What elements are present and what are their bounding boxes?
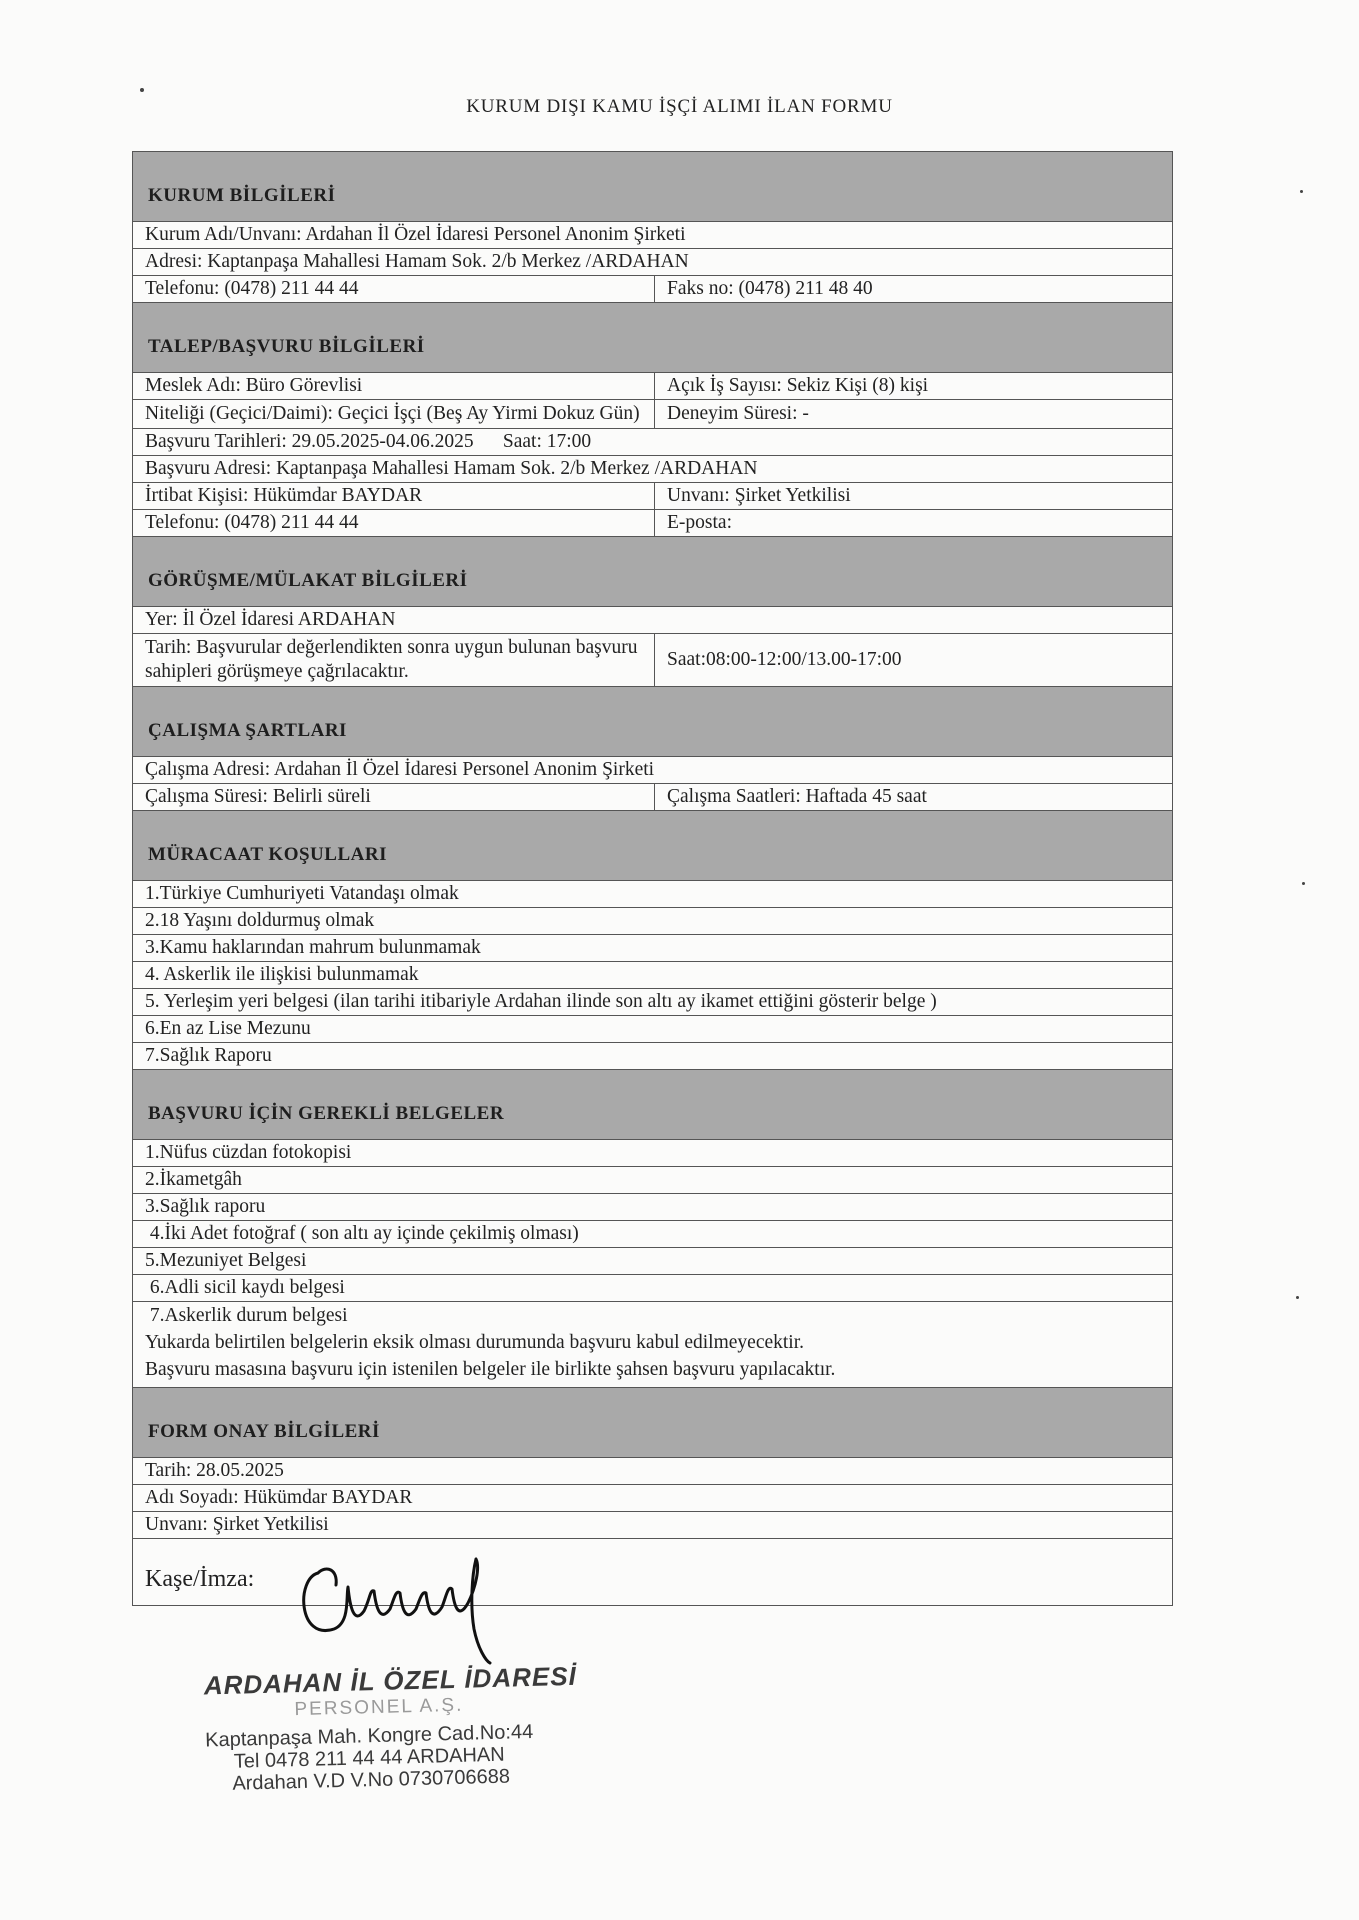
row-talep-nature [133,400,1172,429]
row-talep-profession [133,373,1172,400]
onay-title: Unvanı: Şirket Yetkilisi [145,1514,329,1535]
stamp-line: Tel 0478 211 44 44 ARDAHAN [233,1743,505,1773]
section-belgeler-header: BAŞVURU İÇİN GEREKLİ BELGELER [133,1070,1172,1140]
kurum-address: Adresi: Kaptanpaşa Mahallesi Hamam Sok. 2/b Merkez /ARDAHAN [145,251,689,272]
calisma-address: Çalışma Adresi: Ardahan İl Özel İdaresi Personel Anonim Şirketi [145,759,655,780]
section-onay-header: FORM ONAY BİLGİLERİ [133,1388,1172,1458]
kurum-phone: Telefonu: (0478) 211 44 44 [133,276,655,302]
row-kurum-contact [133,276,1172,303]
form-title: KURUM DIŞI KAMU İŞÇİ ALIMI İLAN FORMU [466,96,893,117]
row-onay-date [133,1458,1172,1485]
row-talep-phone [133,510,1172,537]
section-gorusme-header: GÖRÜŞME/MÜLAKAT BİLGİLERİ [133,537,1172,607]
talep-dates: Başvuru Tarihleri: 29.05.2025-04.06.2025 Saat: 17:00 [145,431,592,452]
job-posting-form [132,151,1173,1606]
belge-item: 7.Askerlik durum belgesi [145,1305,348,1326]
row-gorusme-place [133,607,1172,634]
gorusme-place: Yer: İl Özel İdaresi ARDAHAN [145,609,396,630]
list-item [133,1248,1172,1275]
row-talep-address [133,456,1172,483]
row-onay-signature [133,1539,1172,1605]
list-item [133,935,1172,962]
muracaat-item: 2.18 Yaşını doldurmuş olmak [145,910,375,931]
row-kurum-address [133,249,1172,276]
row-talep-contact [133,483,1172,510]
muracaat-item: 3.Kamu haklarından mahrum bulunmamak [145,937,481,958]
list-item [133,881,1172,908]
calisma-hours: Çalışma Saatleri: Haftada 45 saat [667,786,927,807]
belge-item: 4.İki Adet fotoğraf ( son altı ay içinde çekilmiş olması) [145,1223,579,1244]
list-item [133,1016,1172,1043]
stamp-line: ARDAHAN İL ÖZEL İDARESİ [203,1660,578,1701]
stamp-line: PERSONEL A.Ş. [294,1694,464,1721]
gorusme-date: Tarih: Başvurular değerlendikten sonra uygun bulunan başvuru sahipleri görüşmeye çağrılacaktır. [133,634,655,686]
list-item [133,1275,1172,1302]
talep-profession: Meslek Adı: Büro Görevlisi [133,373,655,399]
gorusme-time: Saat:08:00-12:00/13.00-17:00 [667,649,902,670]
talep-email: E-posta: [667,512,732,533]
stamp-line: Kaptanpaşa Mah. Kongre Cad.No:44 [204,1720,534,1752]
stamp-signature-label: Kaşe/İmza: [145,1566,255,1592]
muracaat-item: 7.Sağlık Raporu [145,1045,272,1066]
list-item [133,989,1172,1016]
section-kurum-header: KURUM BİLGİLERİ [133,152,1172,222]
talep-contact-title: Unvanı: Şirket Yetkilisi [667,485,851,506]
row-talep-dates [133,429,1172,456]
belgeler-notes [133,1302,1172,1388]
belge-item: 3.Sağlık raporu [145,1196,266,1217]
company-stamp [203,1660,626,1796]
onay-date: Tarih: 28.05.2025 [145,1460,284,1481]
belge-item: 5.Mezuniyet Belgesi [145,1250,307,1271]
talep-experience: Deneyim Süresi: - [667,403,809,424]
belge-item: 1.Nüfus cüzdan fotokopisi [145,1142,352,1163]
row-calisma-duration [133,784,1172,811]
belge-item: 6.Adli sicil kaydı belgesi [145,1277,345,1298]
row-gorusme-date [133,634,1172,687]
belgeler-note-2: Başvuru masasına başvuru için istenilen belgeler ile birlikte şahsen başvuru yapılacaktır. [145,1359,836,1380]
talep-address: Başvuru Adresi: Kaptanpaşa Mahallesi Hamam Sok. 2/b Merkez /ARDAHAN [145,458,758,479]
stamp-line: Ardahan V.D V.No 0730706688 [232,1765,511,1795]
section-talep-header: TALEP/BAŞVURU BİLGİLERİ [133,303,1172,373]
row-onay-title [133,1512,1172,1539]
talep-phone: Telefonu: (0478) 211 44 44 [133,510,655,536]
signature-icon [290,1545,510,1665]
kurum-name: Kurum Adı/Unvanı: Ardahan İl Özel İdaresi Personel Anonim Şirketi [145,224,686,245]
row-onay-name [133,1485,1172,1512]
row-kurum-name [133,222,1172,249]
kurum-fax: Faks no: (0478) 211 48 40 [667,278,873,299]
onay-name: Adı Soyadı: Hükümdar BAYDAR [145,1487,413,1508]
belge-item: 2.İkametgâh [145,1169,242,1190]
row-calisma-address [133,757,1172,784]
calisma-duration: Çalışma Süresi: Belirli süreli [133,784,655,810]
muracaat-item: 4. Askerlik ile ilişkisi bulunmamak [145,964,419,985]
muracaat-item: 1.Türkiye Cumhuriyeti Vatandaşı olmak [145,883,459,904]
list-item [133,1221,1172,1248]
section-muracaat-header: MÜRACAAT KOŞULLARI [133,811,1172,881]
list-item [133,908,1172,935]
section-calisma-header: ÇALIŞMA ŞARTLARI [133,687,1172,757]
belgeler-note-1: Yukarda belirtilen belgelerin eksik olması durumunda başvuru kabul edilmeyecektir. [145,1332,805,1353]
list-item [133,1167,1172,1194]
list-item [133,962,1172,989]
muracaat-item: 6.En az Lise Mezunu [145,1018,311,1039]
muracaat-item: 5. Yerleşim yeri belgesi (ilan tarihi itibariyle Ardahan ilinde son altı ay ikamet ettiğini gösterir belge ) [145,991,937,1012]
talep-openings: Açık İş Sayısı: Sekiz Kişi (8) kişi [667,375,929,396]
list-item [133,1194,1172,1221]
talep-nature: Niteliği (Geçici/Daimi): Geçici İşçi (Beş Ay Yirmi Dokuz Gün) [133,400,655,428]
talep-contact: İrtibat Kişisi: Hükümdar BAYDAR [133,483,655,509]
list-item [133,1140,1172,1167]
list-item [133,1043,1172,1070]
